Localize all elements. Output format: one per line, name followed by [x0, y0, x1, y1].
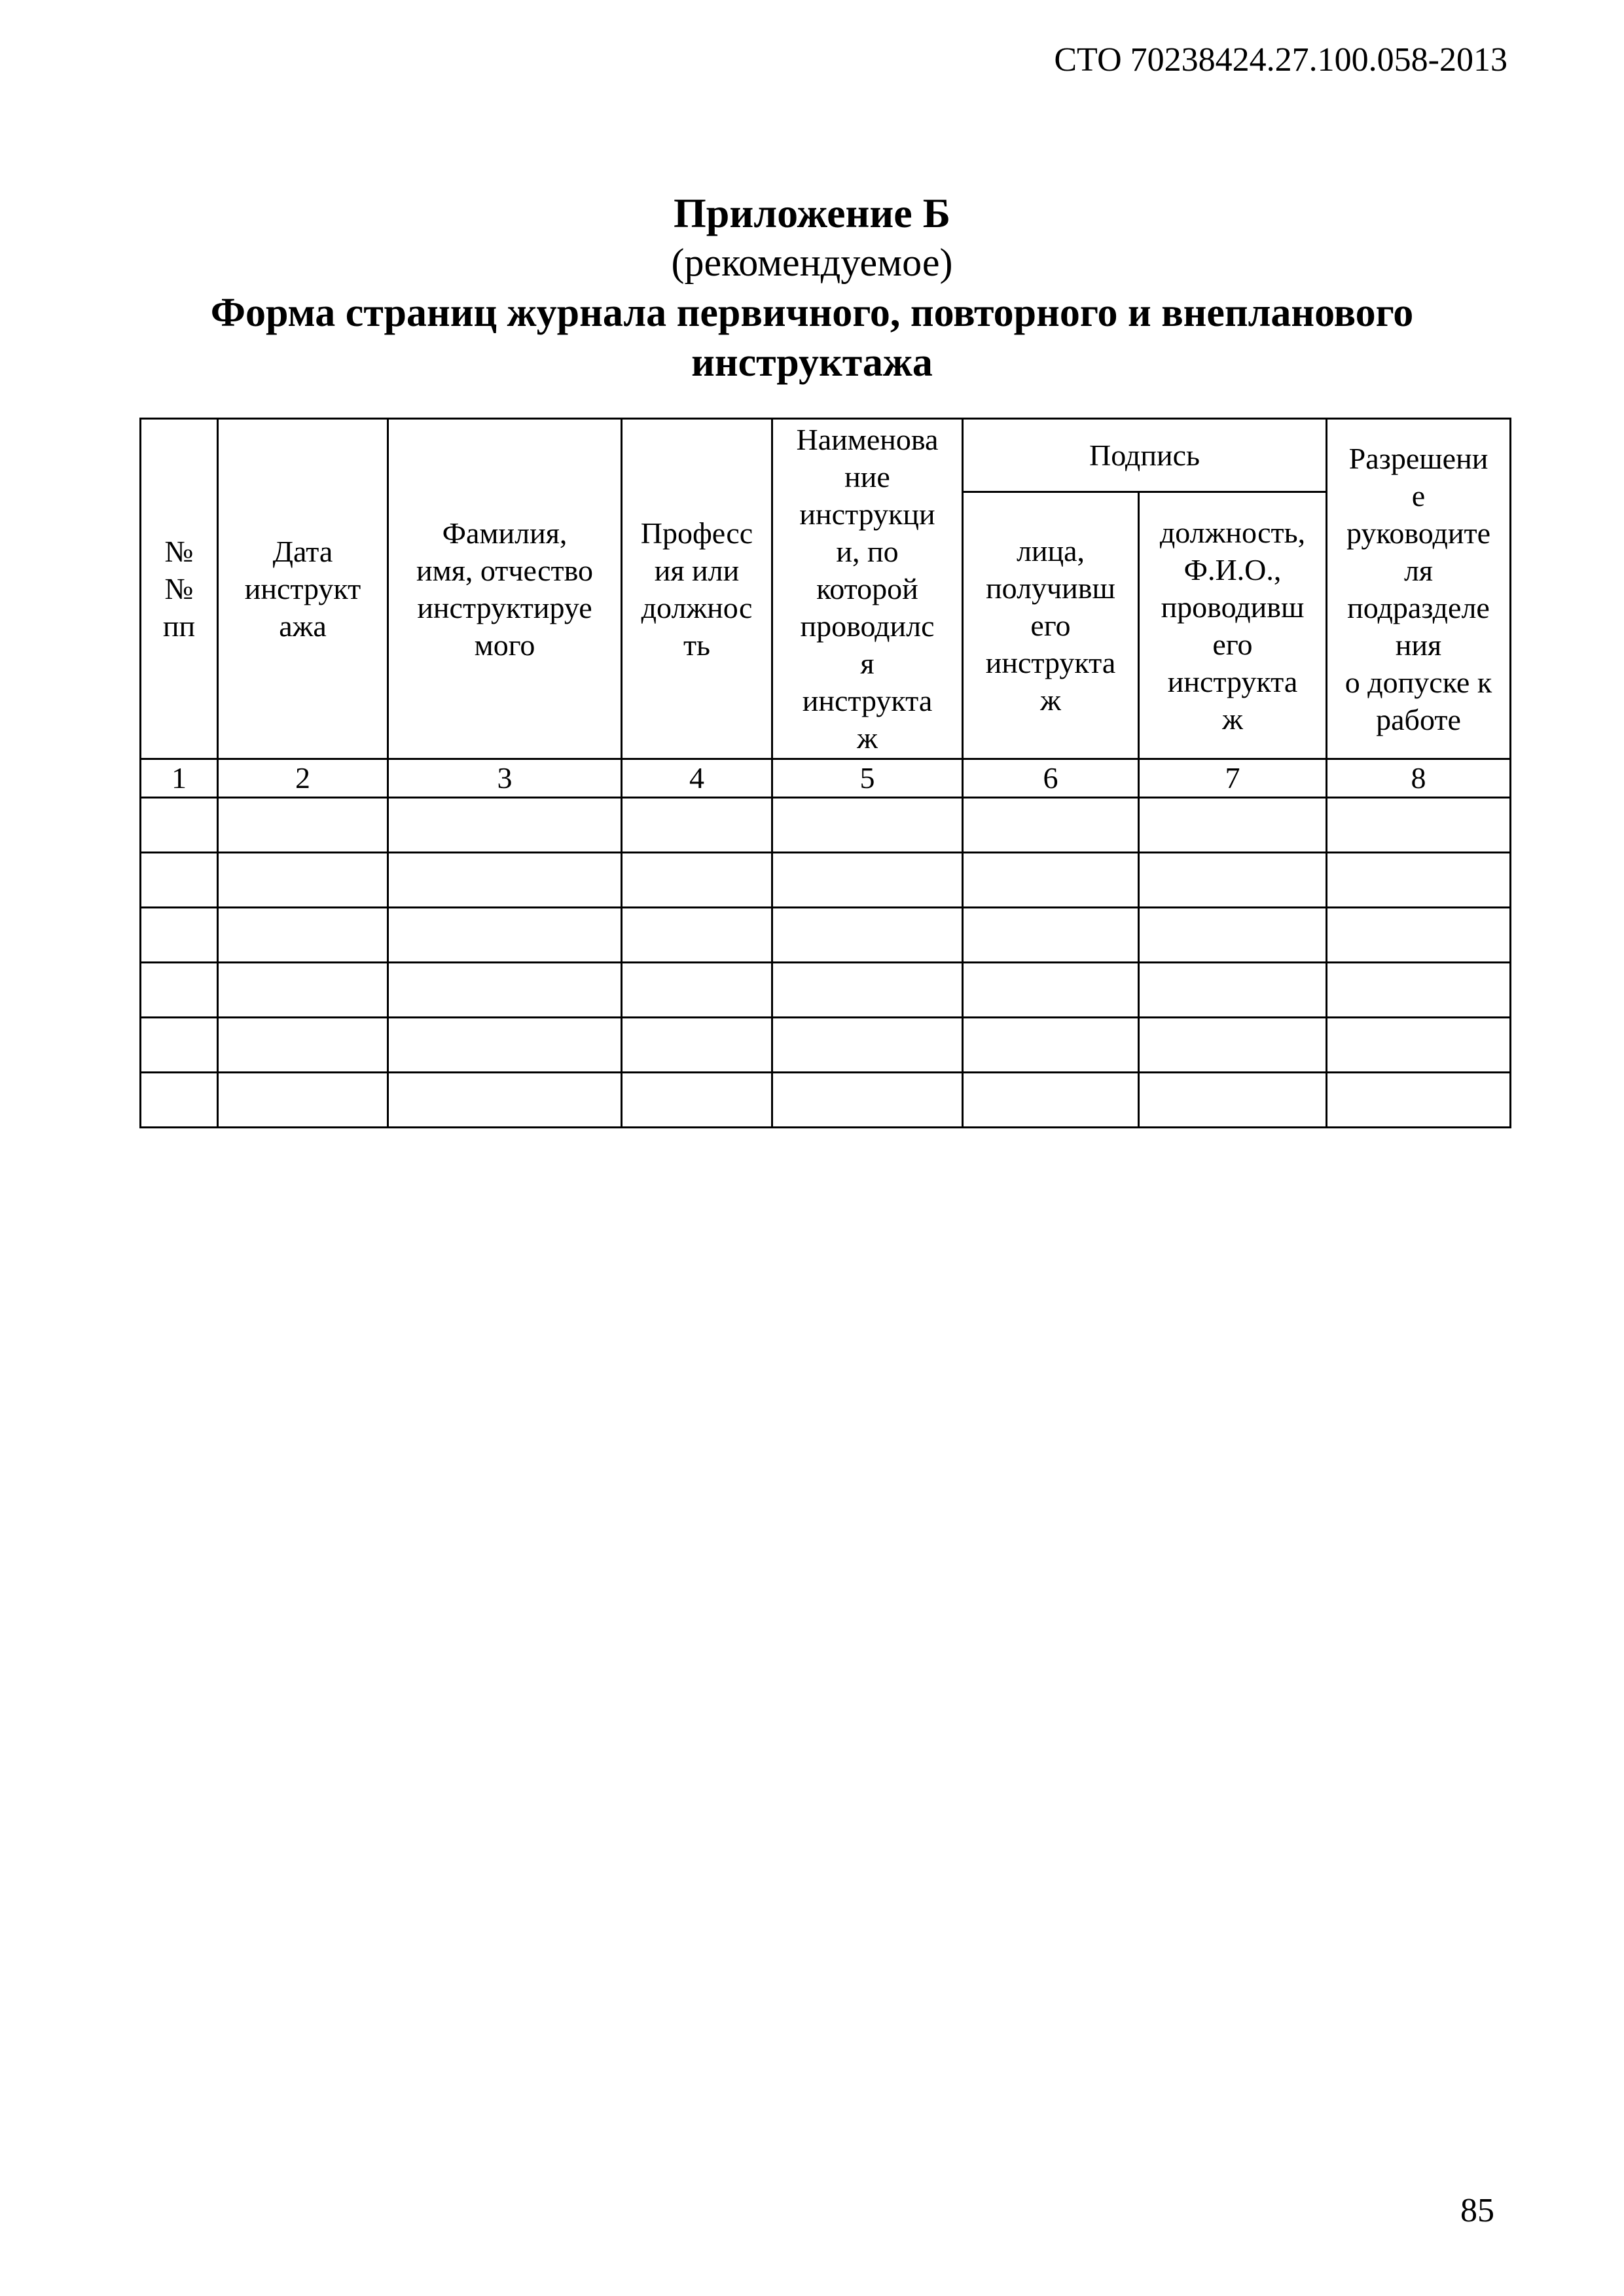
table-cell: [1139, 963, 1327, 1018]
table-cell: [772, 908, 963, 963]
table-cell: [1327, 853, 1511, 908]
table-cell: [218, 963, 388, 1018]
table-cell: [622, 1073, 772, 1128]
header-signature-trainee: лица, получивш его инструкта ж: [963, 492, 1139, 759]
table-cell: [388, 908, 622, 963]
table-cell: [772, 798, 963, 853]
table-row: [141, 853, 1511, 908]
briefing-journal-table: [139, 418, 1511, 1128]
table-cell: [1139, 798, 1327, 853]
table-cell: [218, 853, 388, 908]
column-number: 5: [772, 759, 963, 798]
table-cell: [772, 1018, 963, 1073]
table-cell: [218, 908, 388, 963]
table-cell: [1139, 908, 1327, 963]
table-cell: [1139, 1073, 1327, 1128]
header-row-number: № № пп: [141, 419, 218, 759]
table-cell: [388, 1018, 622, 1073]
table-row: [141, 1018, 1511, 1073]
table-cell: [218, 1018, 388, 1073]
table-cell: [1327, 1073, 1511, 1128]
table-cell: [622, 1018, 772, 1073]
table-cell: [141, 1018, 218, 1073]
table-cell: [218, 1073, 388, 1128]
column-number: 2: [218, 759, 388, 798]
table-cell: [141, 963, 218, 1018]
table-row: [141, 908, 1511, 963]
table-cell: [388, 798, 622, 853]
column-number: 4: [622, 759, 772, 798]
table-cell: [963, 1073, 1139, 1128]
column-number: 8: [1327, 759, 1511, 798]
column-number: 6: [963, 759, 1139, 798]
table-cell: [218, 798, 388, 853]
appendix-status: (рекомендуемое): [671, 241, 953, 284]
header-signature-instructor: должность, Ф.И.О., проводивш его инструкта ж: [1139, 492, 1327, 759]
table-cell: [622, 853, 772, 908]
header-permission: Разрешени е руководите ля подразделе ния о допуске к работе: [1327, 419, 1511, 759]
header-date: Дата инструкт ажа: [218, 419, 388, 759]
page-number: 85: [1460, 2192, 1494, 2229]
column-number: 3: [388, 759, 622, 798]
table-cell: [141, 798, 218, 853]
table-cell: [963, 853, 1139, 908]
table-cell: [772, 853, 963, 908]
table-cell: [772, 963, 963, 1018]
table-row: [141, 798, 1511, 853]
table-cell: [141, 853, 218, 908]
appendix-title: Приложение Б: [674, 190, 950, 236]
header-signature-group: Подпись: [963, 419, 1327, 492]
form-title: Форма страниц журнала первичного, повторного и внепланового инструктажа: [210, 291, 1414, 385]
column-number-row: [141, 759, 1511, 798]
column-number: 1: [141, 759, 218, 798]
table-cell: [1139, 1018, 1327, 1073]
table-cell: [963, 798, 1139, 853]
table-row: [141, 963, 1511, 1018]
table-cell: [1327, 1018, 1511, 1073]
header-profession: Професс ия или должнос ть: [622, 419, 772, 759]
table-cell: [1139, 853, 1327, 908]
table-cell: [963, 963, 1139, 1018]
document-code: СТО 70238424.27.100.058-2013: [1054, 41, 1507, 79]
table-cell: [141, 1073, 218, 1128]
table-cell: [963, 908, 1139, 963]
table-cell: [1327, 798, 1511, 853]
table-cell: [963, 1018, 1139, 1073]
table-cell: [622, 908, 772, 963]
table-cell: [388, 1073, 622, 1128]
table-cell: [772, 1073, 963, 1128]
table-cell: [141, 908, 218, 963]
column-number: 7: [1139, 759, 1327, 798]
table-row: [141, 1073, 1511, 1128]
table-cell: [388, 963, 622, 1018]
table-cell: [1327, 908, 1511, 963]
header-instruction-name: Наименова ние инструкци и, по которой проводилс я инструкта ж: [772, 419, 963, 759]
table-cell: [1327, 963, 1511, 1018]
header-full-name: Фамилия, имя, отчество инструктируе мого: [388, 419, 622, 759]
table-cell: [622, 963, 772, 1018]
table-cell: [622, 798, 772, 853]
table-cell: [388, 853, 622, 908]
